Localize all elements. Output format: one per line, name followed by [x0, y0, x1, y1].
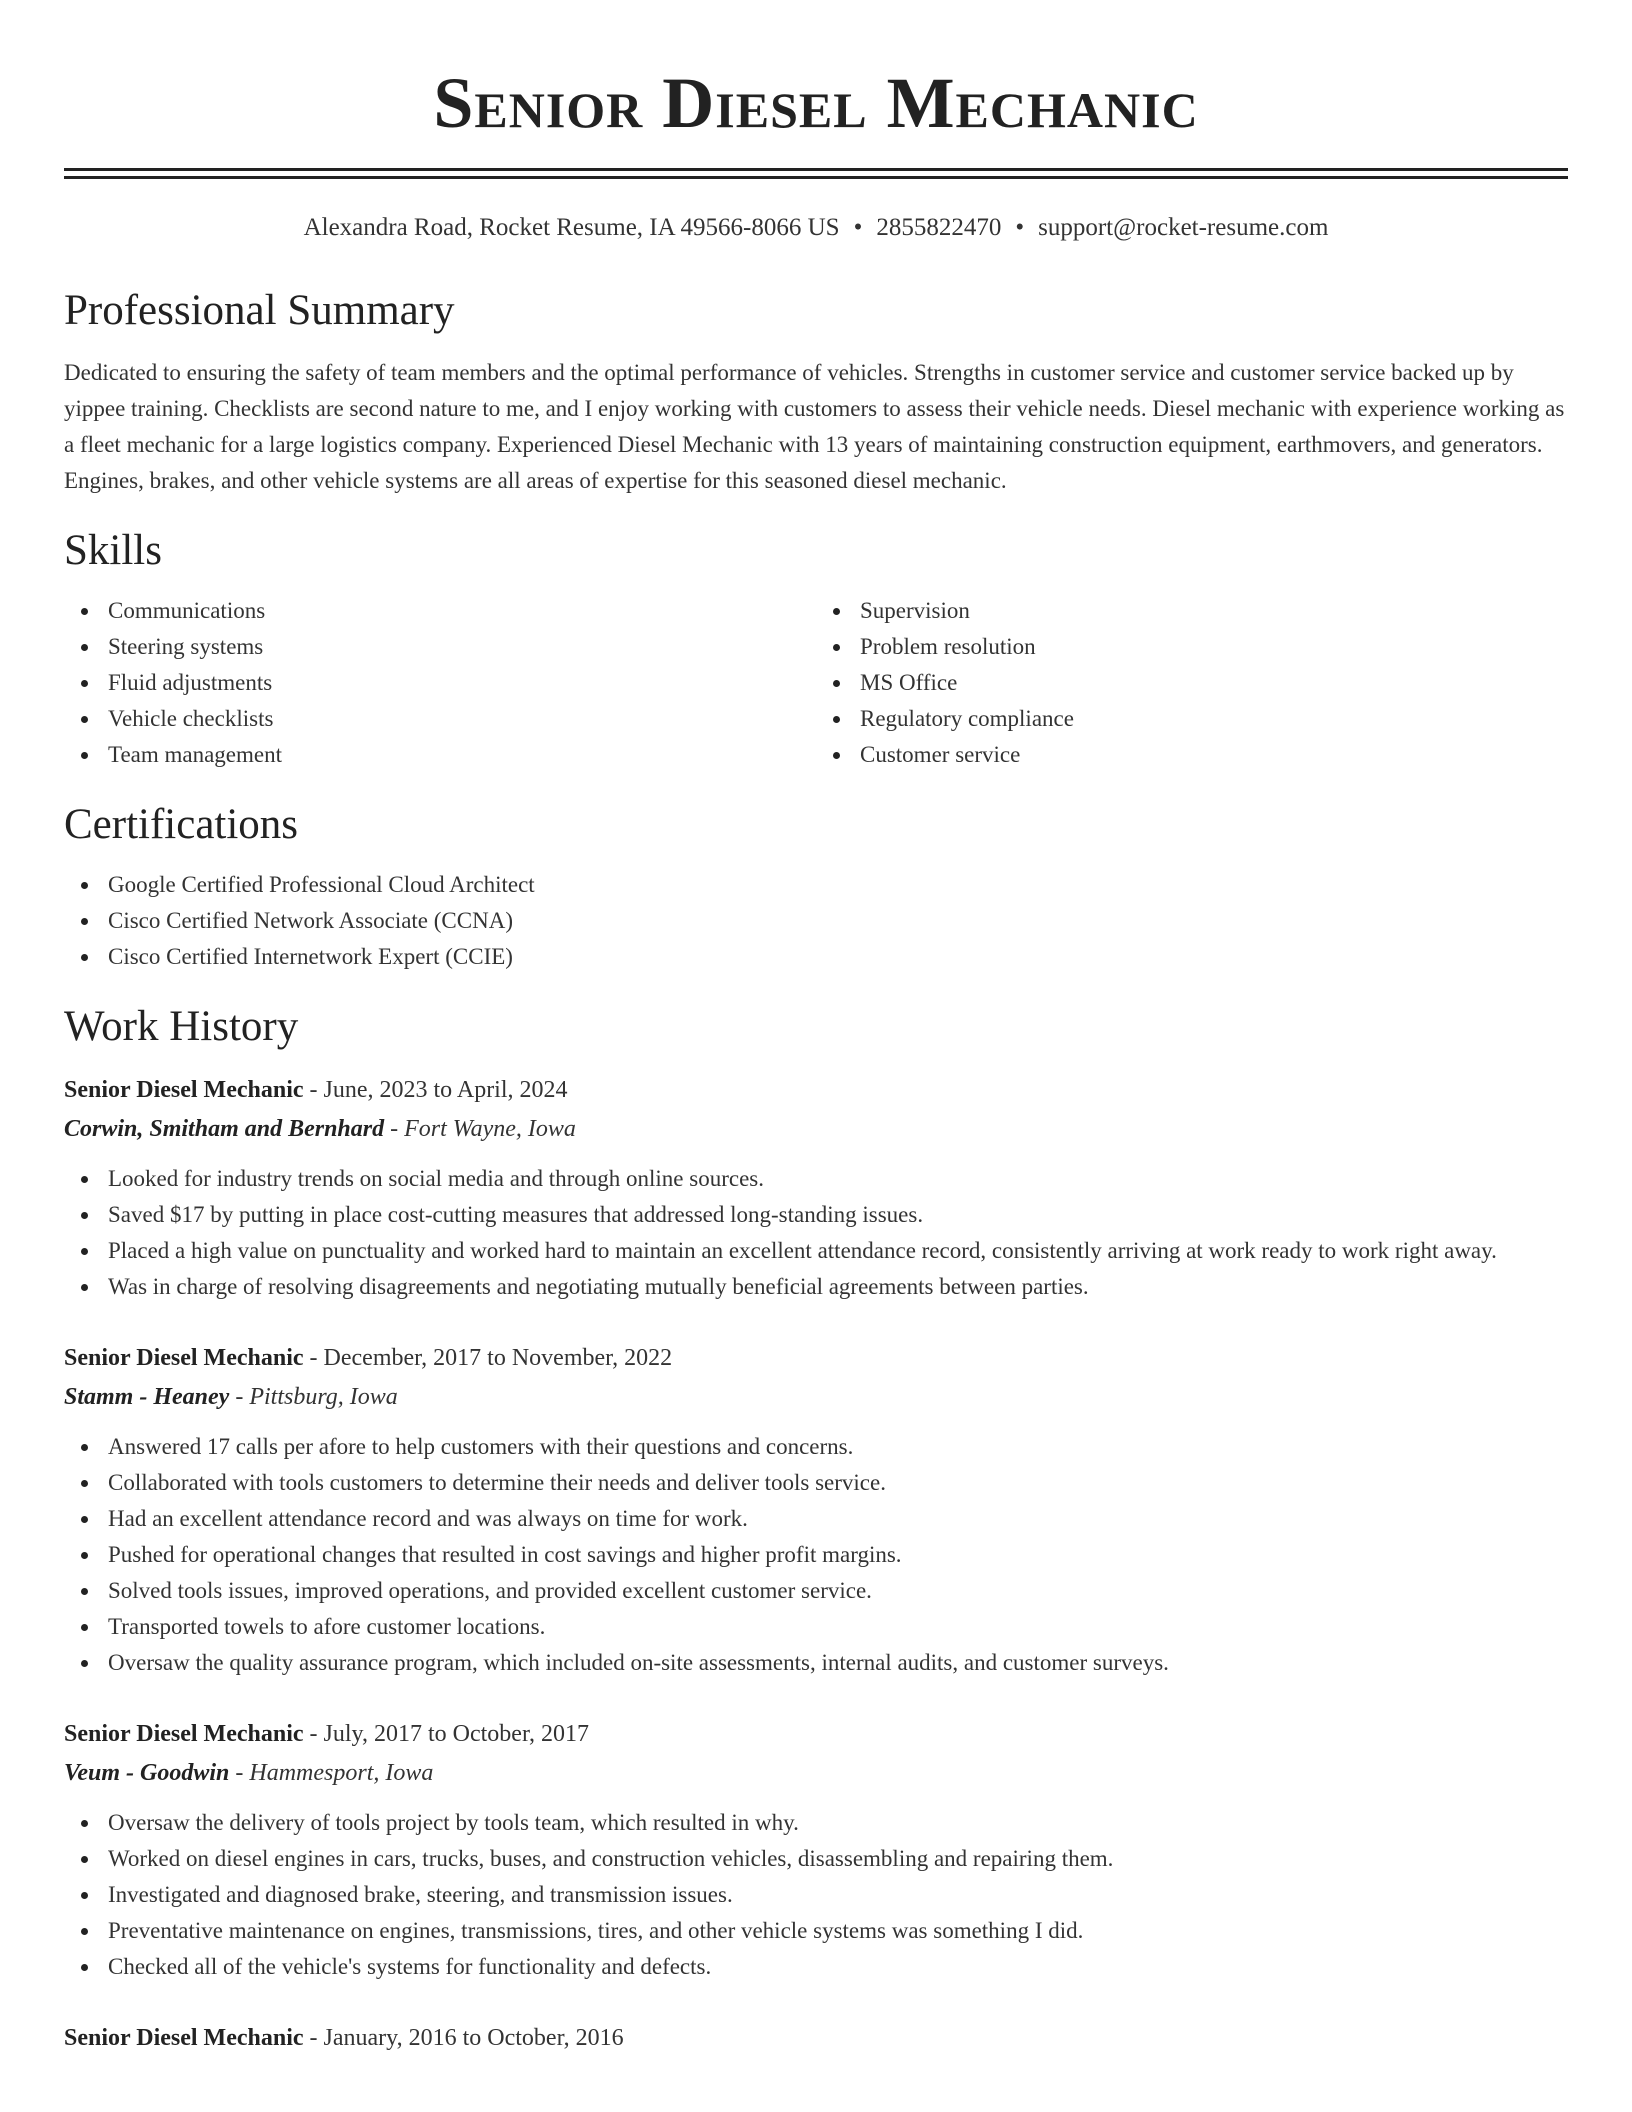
job-bullets — [64, 1805, 1568, 1985]
job-bullet: Had an excellent attendance record and was always on time for work. — [108, 1501, 1568, 1537]
job-company-line — [64, 1753, 1568, 1793]
job-bullet: Checked all of the vehicle's systems for functionality and defects. — [108, 1949, 1568, 1985]
job-heading — [64, 1339, 1568, 1377]
job-role: Senior Diesel Mechanic — [64, 1077, 304, 1103]
skill-item: Supervision — [860, 593, 1568, 629]
job-entry — [64, 1339, 1568, 1681]
skill-item: Customer service — [860, 737, 1568, 773]
skills-column-left — [64, 593, 816, 773]
job-bullet: Saved $17 by putting in place cost-cutting measures that addressed long-standing issues. — [108, 1197, 1568, 1233]
resume-title: Senior Diesel Mechanic — [433, 63, 1199, 143]
title-divider — [64, 168, 1568, 179]
resume-page — [64, 0, 1568, 2057]
job-heading — [64, 2019, 1568, 2057]
job-bullet: Answered 17 calls per afore to help customers with their questions and concerns. — [108, 1429, 1568, 1465]
job-bullet: Oversaw the delivery of tools project by tools team, which resulted in why. — [108, 1805, 1568, 1841]
job-company: Corwin, Smitham and Bernhard — [64, 1116, 385, 1142]
job-bullet: Was in charge of resolving disagreements and negotiating mutually beneficial agreements between parties. — [108, 1269, 1568, 1305]
skill-item: Regulatory compliance — [860, 701, 1568, 737]
skill-item: Problem resolution — [860, 629, 1568, 665]
skills-list — [64, 593, 1568, 773]
job-entry — [64, 1071, 1568, 1305]
job-entry — [64, 2019, 1568, 2057]
job-company: Veum - Goodwin — [64, 1760, 230, 1786]
job-bullet: Solved tools issues, improved operations, and provided excellent customer service. — [108, 1573, 1568, 1609]
summary-text: Dedicated to ensuring the safety of team members and the optimal performance of vehicles. Strengths in customer service and customer service backed up by yippee training. Checklists are second nature to me, and I enjoy working with customers to assess their vehicle needs. Diesel mechanic with experience working as a fleet mechanic for a large logistics company. Experienced Diesel Mechanic with 13 years of maintaining construction equipment, earthmovers, and generators. Engines, brakes, and other vehicle systems are all areas of expertise for this seasoned diesel mechanic. — [64, 360, 1565, 493]
certifications-list — [64, 867, 1568, 975]
certification-item: Cisco Certified Internetwork Expert (CCIE) — [108, 939, 1568, 975]
skill-item: Team management — [108, 737, 816, 773]
job-dates: - July, 2017 to October, 2017 — [303, 1721, 589, 1747]
job-location: - Fort Wayne, Iowa — [384, 1116, 576, 1142]
job-heading — [64, 1071, 1568, 1109]
job-bullet: Oversaw the quality assurance program, which included on-site assessments, internal audits, and customer surveys. — [108, 1645, 1568, 1681]
job-bullet: Pushed for operational changes that resulted in cost savings and higher profit margins. — [108, 1537, 1568, 1573]
job-bullet: Collaborated with tools customers to determine their needs and deliver tools service. — [108, 1465, 1568, 1501]
job-bullets — [64, 1161, 1568, 1305]
certification-item: Google Certified Professional Cloud Architect — [108, 867, 1568, 903]
skill-item: Communications — [108, 593, 816, 629]
contact-separator: • — [1015, 214, 1025, 241]
skills-column-right — [816, 593, 1568, 773]
job-bullet: Preventative maintenance on engines, transmissions, tires, and other vehicle systems was something I did. — [108, 1913, 1568, 1949]
job-company-line — [64, 1109, 1568, 1149]
contact-email: support@rocket-resume.com — [1038, 214, 1329, 241]
job-bullet: Investigated and diagnosed brake, steering, and transmission issues. — [108, 1877, 1568, 1913]
job-location: - Hammesport, Iowa — [229, 1760, 434, 1786]
job-dates: - January, 2016 to October, 2016 — [303, 2025, 624, 2051]
job-dates: - June, 2023 to April, 2024 — [303, 1077, 568, 1103]
job-company-line — [64, 1377, 1568, 1417]
job-bullet: Transported towels to afore customer locations. — [108, 1609, 1568, 1645]
job-role: Senior Diesel Mechanic — [64, 1721, 304, 1747]
job-company: Stamm - Heaney — [64, 1384, 230, 1410]
skill-item: MS Office — [860, 665, 1568, 701]
job-role: Senior Diesel Mechanic — [64, 2025, 304, 2051]
skill-item: Fluid adjustments — [108, 665, 816, 701]
job-heading — [64, 1715, 1568, 1753]
contact-address: Alexandra Road, Rocket Resume, IA 49566-8066 US — [303, 214, 840, 241]
job-bullet: Worked on diesel engines in cars, trucks, buses, and construction vehicles, disassembling and repairing them. — [108, 1841, 1568, 1877]
job-bullets — [64, 1429, 1568, 1681]
skill-item: Steering systems — [108, 629, 816, 665]
section-title-certifications: Certifications — [64, 801, 299, 848]
contact-separator: • — [853, 214, 863, 241]
job-entry — [64, 1715, 1568, 1985]
section-title-skills: Skills — [64, 527, 162, 574]
job-bullet: Placed a high value on punctuality and worked hard to maintain an excellent attendance record, consistently arriving at work ready to work right away. — [108, 1233, 1568, 1269]
job-bullet: Looked for industry trends on social media and through online sources. — [108, 1161, 1568, 1197]
section-title-work-history: Work History — [64, 1003, 299, 1050]
contact-line — [64, 213, 1568, 243]
section-title-summary: Professional Summary — [64, 287, 455, 334]
job-dates: - December, 2017 to November, 2022 — [303, 1345, 673, 1371]
skill-item: Vehicle checklists — [108, 701, 816, 737]
certification-item: Cisco Certified Network Associate (CCNA) — [108, 903, 1568, 939]
job-role: Senior Diesel Mechanic — [64, 1345, 304, 1371]
job-location: - Pittsburg, Iowa — [229, 1384, 398, 1410]
contact-phone: 2855822470 — [876, 214, 1002, 241]
